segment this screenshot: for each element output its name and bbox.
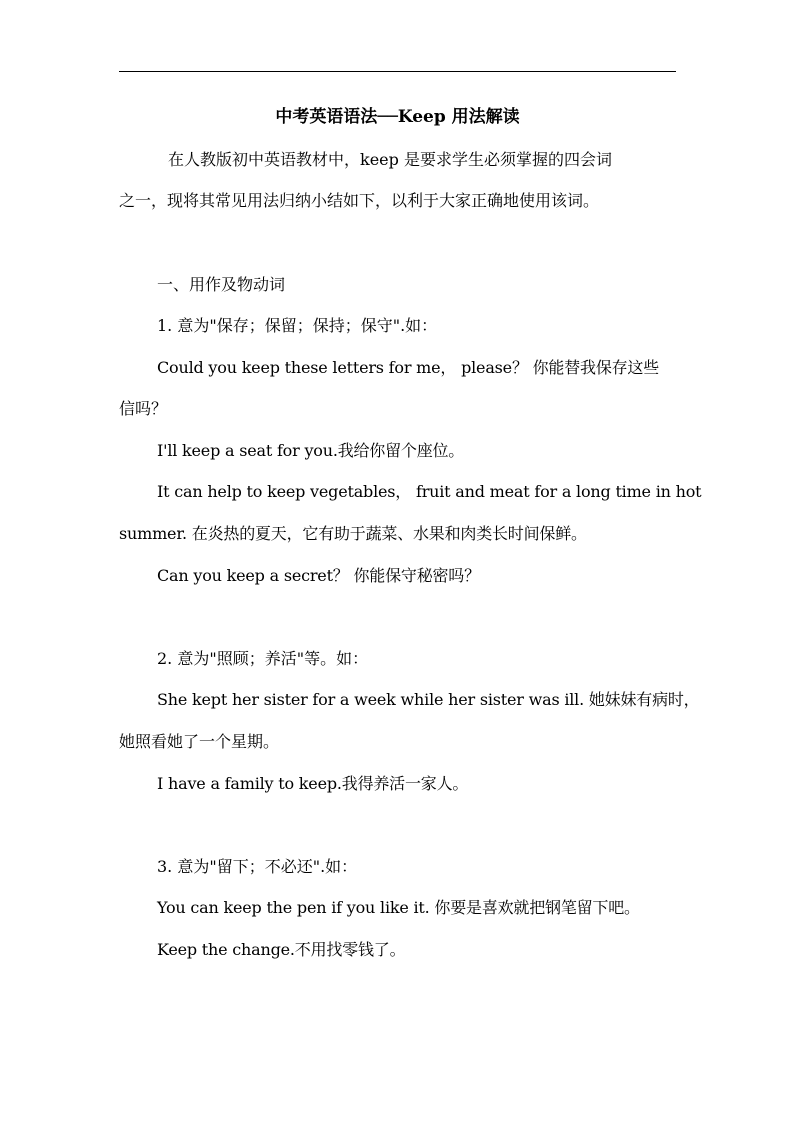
item-1-label: 1. 意为"保存；保留；保持；保守".如：	[157, 316, 438, 335]
intro-line-1: 在人教版初中英语教材中，keep 是要求学生必须掌握的四会词	[168, 150, 612, 169]
item-2-example-1-line-2: 她照看她了一个星期。	[119, 732, 280, 751]
item-1-example-2: I'll keep a seat for you.我给你留个座位。	[157, 441, 465, 460]
item-1-example-1-line-2: 信吗？	[119, 399, 168, 418]
section-heading: 一、用作及物动词	[157, 275, 286, 294]
item-1-example-1-line-1: Could you keep these letters for me， please？ 你能替我保存这些	[157, 358, 660, 377]
item-1-example-3-line-1: It can help to keep vegetables， fruit and meat for a long time in hot	[157, 482, 702, 501]
document-title: 中考英语语法──Keep 用法解读	[275, 107, 520, 127]
intro-line-2: 之一，现将其常见用法归纳小结如下，以利于大家正确地使用该词。	[119, 191, 600, 210]
header-rule	[119, 71, 676, 72]
item-2-example-1-line-1: She kept her sister for a week while her sister was ill. 她妹妹有病时，	[157, 690, 700, 709]
item-1-example-3-line-2: summer. 在炎热的夏天，它有助于蔬菜、水果和肉类长时间保鲜。	[119, 524, 587, 543]
item-3-example-2: Keep the change.不用找零钱了。	[157, 940, 406, 959]
item-2-example-2: I have a family to keep.我得养活一家人。	[157, 774, 469, 793]
item-1-example-4: Can you keep a secret？ 你能保守秘密吗？	[157, 566, 480, 585]
item-2-label: 2. 意为"照顾；养活"等。如：	[157, 649, 369, 668]
item-3-example-1: You can keep the pen if you like it. 你要是喜欢就把钢笔留下吧。	[157, 898, 640, 917]
item-3-label: 3. 意为"留下；不必还".如：	[157, 857, 358, 876]
